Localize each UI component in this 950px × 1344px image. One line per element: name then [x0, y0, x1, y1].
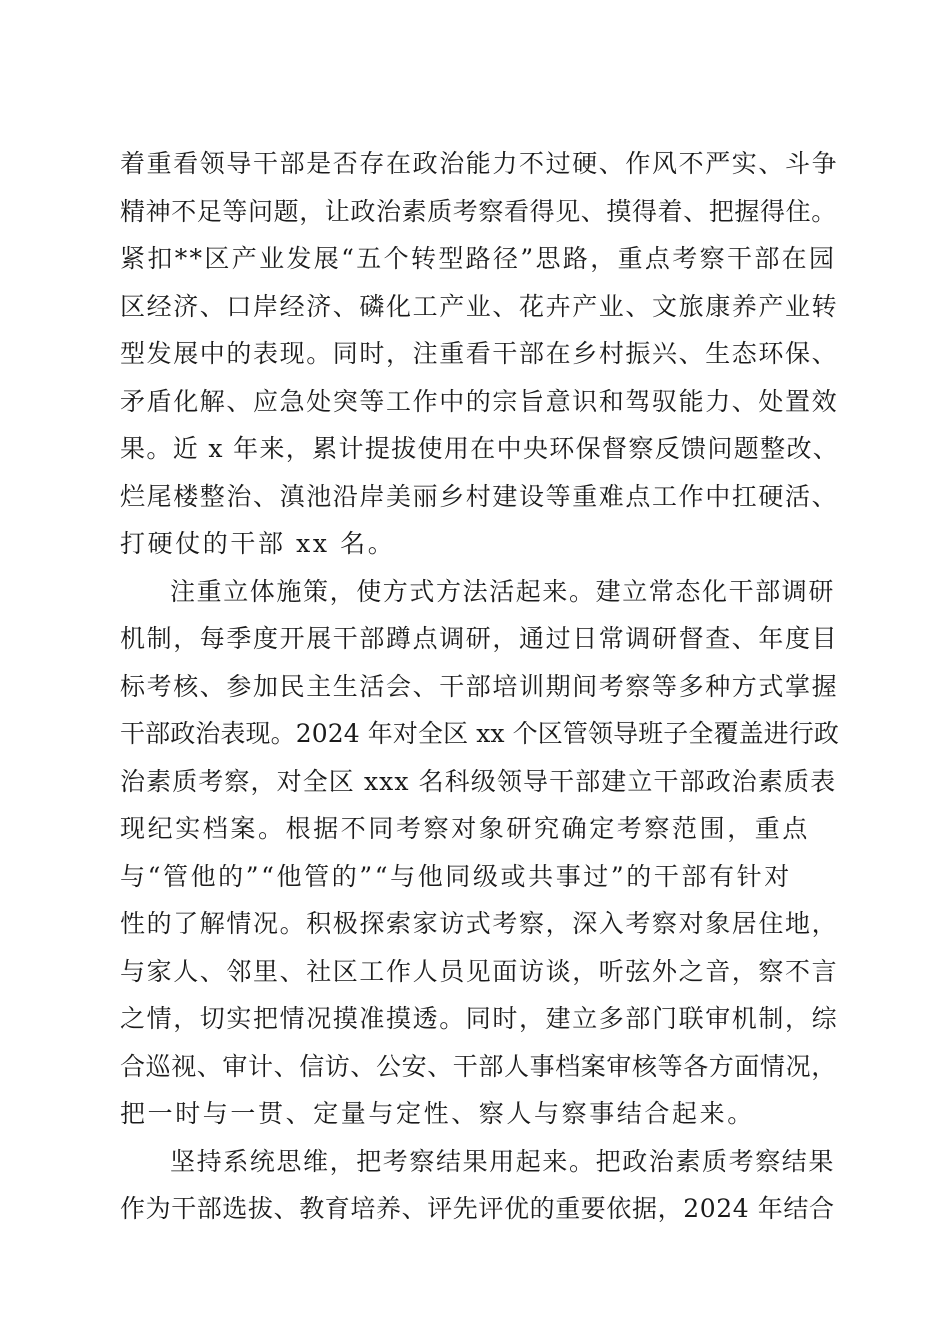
- text-line: 果。近 x 年来，累计提拔使用在中央环保督察反馈问题整改、: [120, 434, 840, 463]
- text-line: 型发展中的表现。同时，注重看干部在乡村振兴、生态环保、: [120, 339, 839, 368]
- text-line: 治素质考察，对全区 xxx 名科级领导干部建立干部政治素质表: [120, 766, 837, 796]
- text-line: 把一时与一贯、定量与定性、察人与察事结合起来。: [120, 1099, 755, 1128]
- text-line: 着重看领导干部是否存在政治能力不过硬、作风不严实、斗争: [120, 149, 839, 178]
- text-line: 性的了解情况。积极探索家访式考察，深入考察对象居住地，: [120, 909, 839, 938]
- text-line: 与“管他的”“他管的”“与他同级或共事过”的干部有针对: [120, 861, 792, 891]
- paragraph-first-line: 坚持系统思维，把考察结果用起来。把政治素质考察结果: [170, 1146, 836, 1176]
- text-line: 干部政治表现。2024 年对全区 xx 个区管领导班子全覆盖进行政: [120, 719, 839, 748]
- text-line: 烂尾楼整治、滇池沿岸美丽乡村建设等重难点工作中扛硬活、: [120, 481, 839, 511]
- text-line: 合巡视、审计、信访、公安、干部人事档案审核等各方面情况，: [120, 1051, 837, 1081]
- text-line: 作为干部选拔、教育培养、评先评优的重要依据，2024 年结合: [120, 1194, 835, 1223]
- text-line: 紧扣**区产业发展“五个转型路径”思路，重点考察干部在园: [120, 244, 837, 273]
- text-line: 精神不足等问题，让政治素质考察看得见、摸得着、把握得住。: [120, 196, 837, 226]
- text-line: 区经济、口岸经济、磷化工产业、花卉产业、文旅康养产业转: [120, 291, 839, 321]
- text-line: 现纪实档案。根据不同考察对象研究确定考察范围，重点: [120, 814, 811, 843]
- text-line: 打硬仗的干部 xx 名。: [120, 529, 396, 558]
- text-line: 机制，每季度开展干部蹲点调研，通过日常调研督查、年度目: [120, 624, 839, 653]
- text-line: 与家人、邻里、社区工作人员见面访谈，听弦外之音，察不言: [120, 956, 839, 986]
- text-line: 之情，切实把情况摸准摸透。同时，建立多部门联审机制，综: [120, 1004, 839, 1033]
- text-line: 标考核、参加民主生活会、干部培训期间考察等多种方式掌握: [120, 671, 839, 701]
- body-text: [120, 140, 840, 1233]
- paragraph-first-line: 注重立体施策，使方式方法活起来。建立常态化干部调研: [170, 576, 836, 606]
- text-line: 矛盾化解、应急处突等工作中的宗旨意识和驾驭能力、处置效: [120, 386, 839, 416]
